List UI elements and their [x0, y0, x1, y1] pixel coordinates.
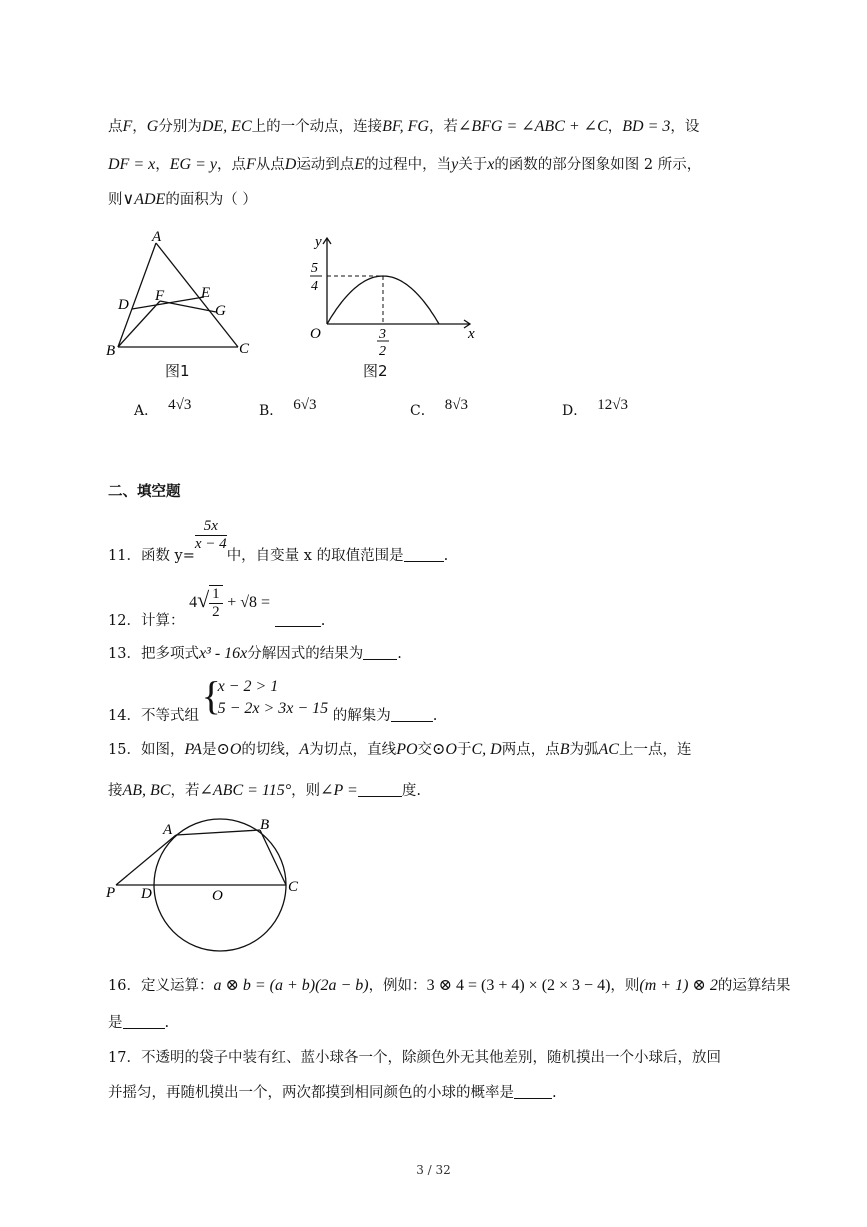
q17-answer-blank[interactable]: [514, 1084, 552, 1099]
option-a[interactable]: A． 4√3: [134, 397, 192, 419]
tick-x-num: 3: [379, 327, 386, 342]
q13-answer-blank[interactable]: [363, 645, 397, 660]
option-b[interactable]: B． 6√3: [259, 397, 317, 419]
label-p: P: [106, 885, 116, 901]
figure-1-triangle: [100, 225, 270, 360]
operation-example: 3 ⊗ 4 = (3 + 4) × (2 × 3 − 4): [426, 977, 611, 994]
q15-line-1: 15．如图，PA是⊙O的切线，A为切点，直线PO交⊙O于C, D两点，点B为弧AC上一点，连: [108, 741, 692, 758]
triangle-ade: ∨ADE: [122, 191, 166, 208]
q11: 11．函数 y= $\frac{5x}{x - 4}$ 中，自变量 x 的取值范围是 .: [108, 518, 449, 564]
eg-eq-y: EG = y: [169, 156, 217, 173]
q14-answer-blank[interactable]: [391, 707, 433, 722]
df-eq-x: DF = x: [108, 156, 156, 173]
q13-polynomial: x³ - 16x: [198, 645, 248, 662]
q14: 14．不等式组 { x − 2 > 1 5 − 2x > 3x − 15 的解集为 .: [108, 673, 438, 724]
option-c[interactable]: C． 8√3: [410, 397, 468, 419]
q13: 13．把多项式x³ - 16x分解因式的结果为 .: [108, 645, 402, 662]
q12-fraction: $\frac{1}{2}$: [209, 585, 223, 621]
label-c: C: [239, 341, 250, 357]
option-d[interactable]: D． 12√3: [562, 397, 628, 419]
q17-line-1: 17．不透明的袋子中装有红、蓝小球各一个，除颜色外无其他差别，随机摸出一个小球后，放回: [108, 1050, 721, 1066]
figure-2-caption: 图2: [363, 362, 388, 380]
operation-definition: a ⊗ b = (a + b)(2a − b): [213, 977, 369, 994]
label-a: A: [163, 822, 173, 838]
figure-2-graph: [300, 228, 490, 360]
tick-y-den: 4: [311, 279, 318, 294]
q16-line-2: 是 .: [108, 1015, 170, 1031]
label-e: E: [201, 285, 211, 301]
q12-answer-blank[interactable]: [275, 612, 321, 627]
q12: 12．计算： 4√ $\frac{1}{2}$ + √8 = .: [108, 586, 326, 629]
label-a: A: [152, 229, 162, 245]
label-f: F: [155, 288, 165, 304]
label-x: x: [468, 326, 475, 342]
bd-length: BD = 3: [622, 118, 671, 135]
q15-circle-figure: [100, 812, 320, 952]
q10-line-1: 点F，G分别为DE, EC上的一个动点，连接BF, FG，若∠BFG = ∠ABC + ∠C，BD = 3，设: [108, 118, 700, 135]
page-number: 3 / 32: [416, 1163, 451, 1177]
segments-de-ec: DE, EC: [201, 118, 252, 135]
q15-answer-blank[interactable]: [358, 782, 402, 797]
q14-inequality-system: { x − 2 > 1 5 − 2x > 3x − 15: [201, 673, 329, 718]
q15-line-2: 接AB, BC，若∠ABC = 115°，则∠P = 度.: [108, 782, 421, 799]
q16-line-1: 16．定义运算：a ⊗ b = (a + b)(2a − b)，例如：3 ⊗ 4 = (3 + 4) × (2 × 3 − 4)，则(m + 1) ⊗ 2的运算结果: [108, 977, 791, 994]
q11-fraction: $\frac{5x}{x - 4}$: [194, 518, 227, 552]
angle-equation: ∠BFG = ∠ABC + ∠C: [457, 118, 608, 135]
label-g: G: [215, 303, 226, 319]
tick-x-den: 2: [379, 344, 386, 359]
q10-line-2: DF = x，EG = y，点F从点D运动到点E的过程中，当y关于x的函数的部分图象如图 2 所示，: [108, 156, 702, 173]
point-f: F: [122, 118, 133, 135]
q11-answer-blank[interactable]: [404, 547, 444, 562]
label-b: B: [106, 343, 116, 359]
operation-target: (m + 1) ⊗ 2: [639, 977, 718, 994]
figure-1-caption: 图1: [165, 362, 190, 380]
label-origin: O: [310, 326, 321, 342]
label-b: B: [260, 817, 270, 833]
point-g: G: [146, 118, 159, 135]
q10-line-3: 则∨ADE的面积为（ ）: [108, 191, 257, 208]
tick-y-num: 5: [311, 261, 318, 276]
label-o: O: [212, 888, 223, 904]
label-d: D: [141, 886, 152, 902]
label-y: y: [315, 234, 322, 250]
label-c: C: [288, 879, 299, 895]
label-d: D: [118, 297, 129, 313]
section-title: 二、填空题: [108, 484, 181, 500]
q16-answer-blank[interactable]: [123, 1014, 165, 1029]
q17-line-2: 并摇匀，再随机摸出一个，两次都摸到相同颜色的小球的概率是 .: [108, 1085, 557, 1101]
segments-bf-fg: BF, FG: [382, 118, 429, 135]
